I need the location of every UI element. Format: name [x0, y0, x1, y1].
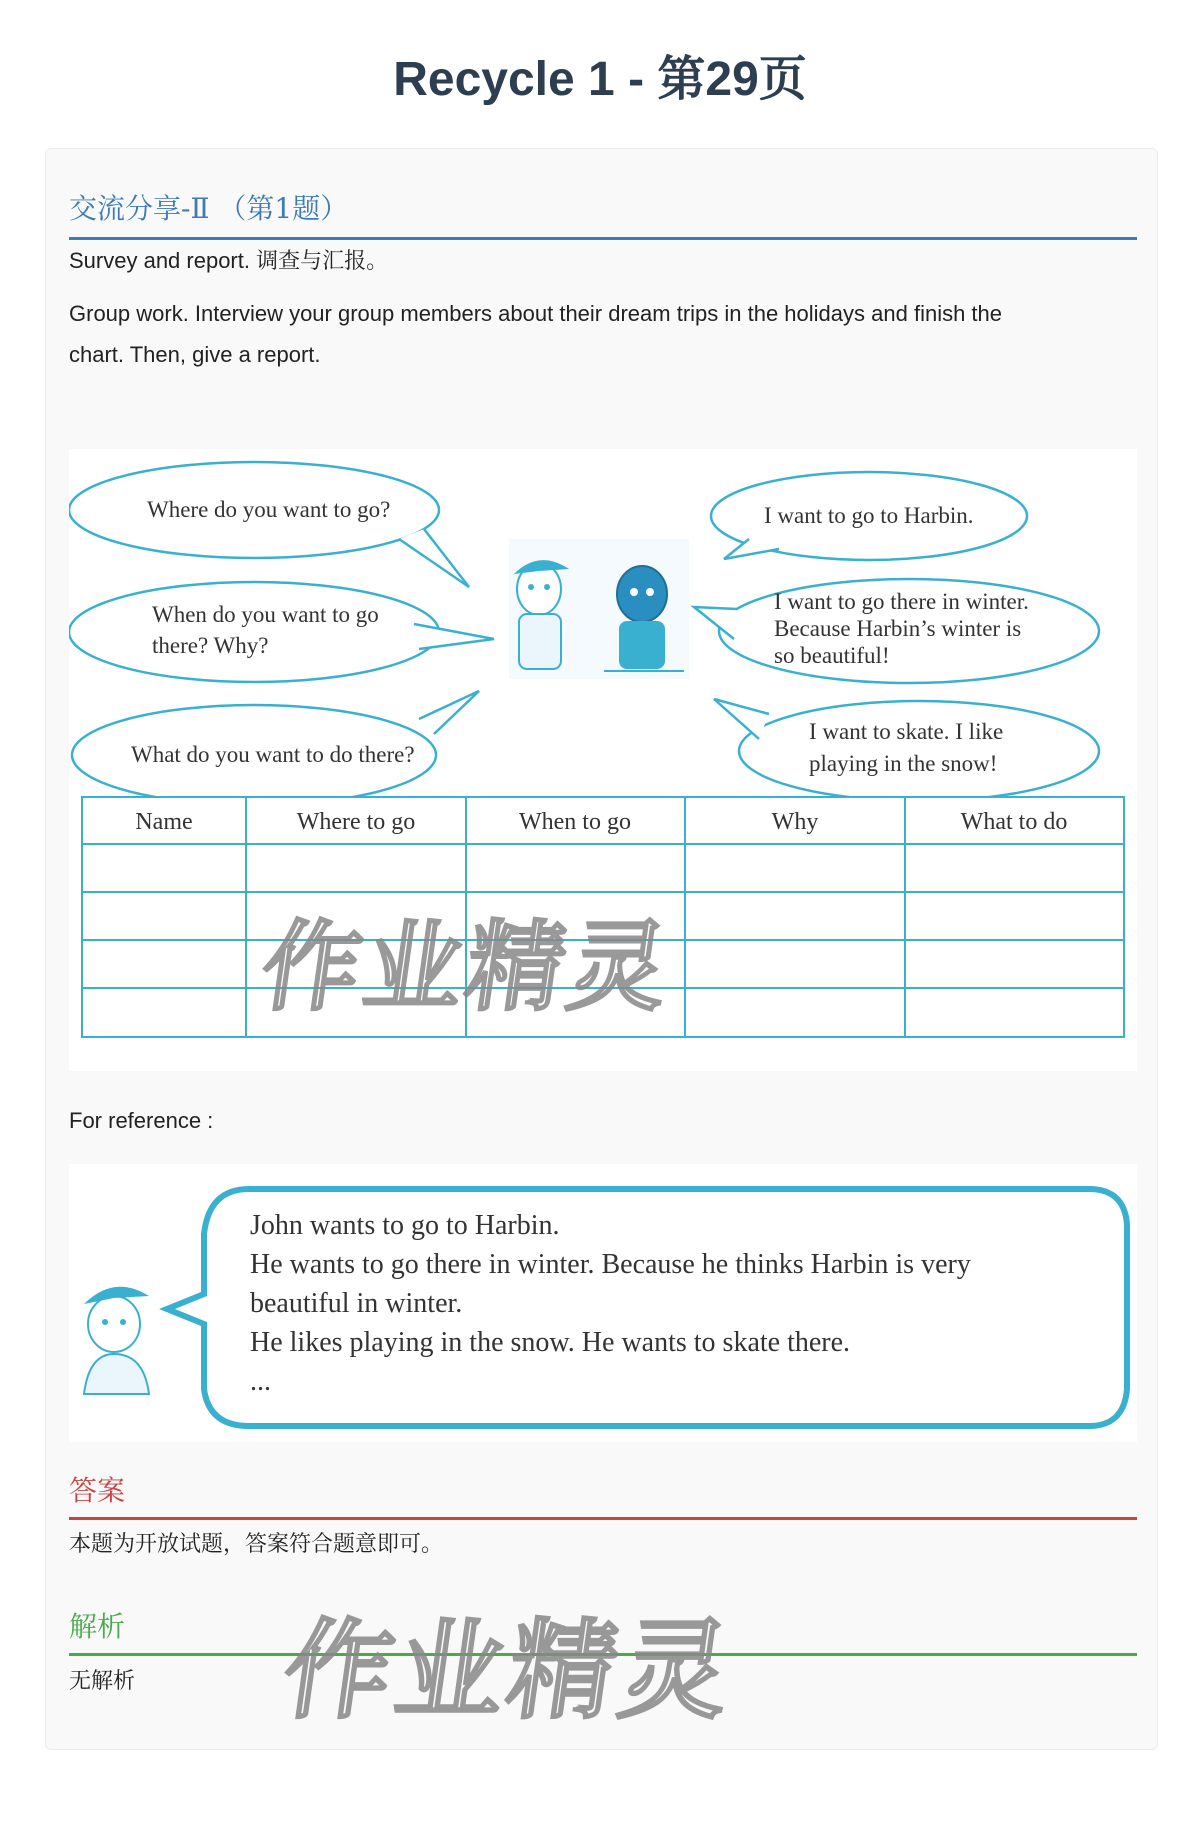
bubble-left-2-line1: When do you want to go — [152, 602, 379, 627]
reference-label: For reference : — [69, 1108, 214, 1133]
reference-figure — [69, 1164, 1137, 1442]
bubble-right-3 — [714, 699, 1099, 801]
reference-line-5: ... — [250, 1366, 271, 1397]
bubble-left-3-text: What do you want to do there? — [131, 742, 415, 767]
bubble-left-1-text: Where do you want to go? — [147, 497, 391, 522]
table-header-when: When to go — [519, 809, 631, 835]
answer-header — [69, 1469, 1137, 1520]
task-text-line1: Group work. Interview your group members about their dream trips in the holidays and finish the — [69, 301, 1003, 326]
bubble-right-2 — [694, 579, 1099, 683]
bubble-left-3 — [72, 691, 479, 805]
boy-reporter-illustration — [84, 1287, 149, 1394]
analysis-header — [69, 1605, 1137, 1656]
reference-figure-svg — [69, 1164, 1137, 1442]
bubble-left-2 — [69, 582, 494, 682]
reference-line-1: John wants to go to Harbin. — [250, 1210, 560, 1241]
table-header-what: What to do — [960, 809, 1068, 835]
table-header-why: Why — [771, 809, 819, 835]
answer-header-text: 答案 — [69, 1474, 126, 1507]
reference-line-4: He likes playing in the snow. He wants to skate there. — [250, 1327, 851, 1358]
bubble-right-3-line1: I want to skate. I like — [809, 719, 1004, 744]
answer-text: 本题为开放试题，答案符合题意即可。 — [69, 1532, 444, 1557]
task-text-line2: chart. Then, give a report. — [69, 342, 321, 367]
analysis-header-text: 解析 — [69, 1610, 126, 1643]
page-title-text: Recycle 1 - 第29页 — [393, 53, 807, 106]
survey-figure-svg — [69, 449, 1137, 1071]
bubble-right-3-line2: playing in the snow! — [809, 751, 998, 776]
page-title — [0, 40, 1200, 109]
question-card — [45, 148, 1158, 1750]
bubble-right-1 — [711, 472, 1027, 560]
table-header-name: Name — [135, 809, 193, 835]
bubble-left-1 — [69, 462, 469, 587]
analysis-text: 无解析 — [69, 1669, 136, 1694]
reference-line-3: beautiful in winter. — [250, 1288, 463, 1319]
bubble-right-1-text: I want to go to Harbin. — [764, 503, 974, 528]
bubble-left-2-line2: there? Why? — [152, 633, 269, 658]
bubble-right-2-line2: Because Harbin’s winter is — [774, 616, 1022, 641]
instruction-text: Survey and report. 调查与汇报。 — [69, 248, 389, 273]
reference-line-2: He wants to go there in winter. Because he thinks Harbin is very — [250, 1249, 971, 1280]
table-header-where: Where to go — [296, 809, 416, 835]
survey-figure — [69, 449, 1137, 1071]
question-header-text: 交流分享-Ⅱ （第1题） — [69, 192, 349, 225]
question-header — [69, 187, 1137, 240]
bubble-right-2-line1: I want to go there in winter. — [774, 589, 1029, 614]
bubble-right-2-line3: so beautiful! — [774, 643, 890, 668]
watermark-bottom: 作业精灵 — [275, 1609, 742, 1734]
